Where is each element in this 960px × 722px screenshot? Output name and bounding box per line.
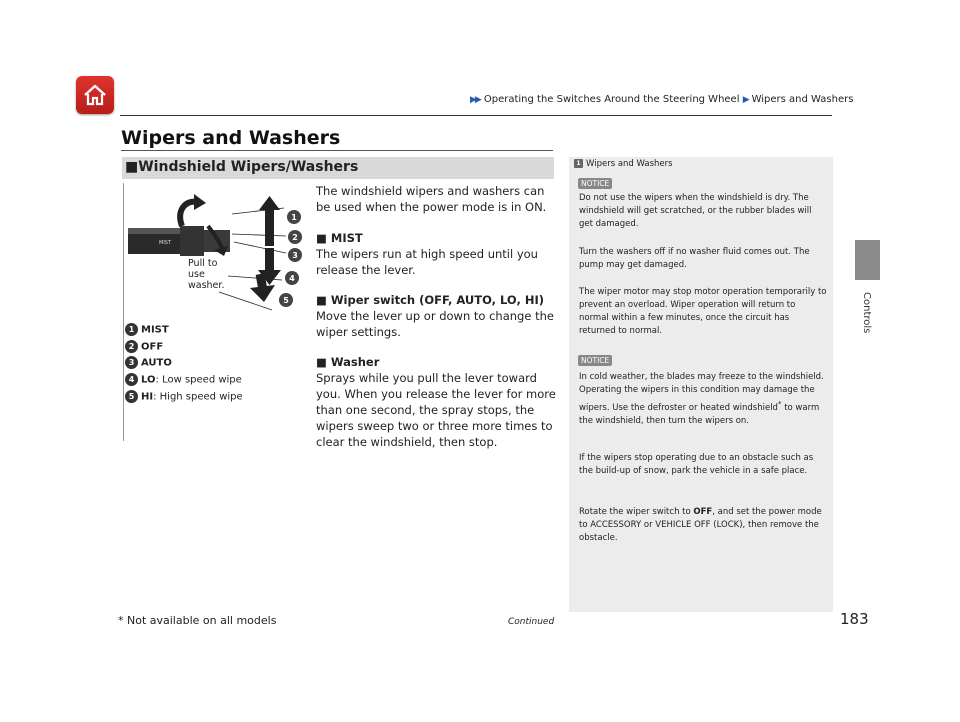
section-marker: ■ (125, 159, 139, 175)
legend-label: MIST (141, 324, 169, 336)
legend-item (125, 323, 169, 336)
notice-badge: NOTICE (578, 355, 612, 366)
legend-number: 3 (125, 356, 138, 369)
leader-line-2 (232, 234, 286, 236)
lever-highlight (128, 228, 180, 234)
legend-number: 1 (125, 323, 138, 336)
pull-label-line-2: use (188, 269, 205, 280)
page-title: Wipers and Washers (121, 127, 341, 149)
legend-item (125, 340, 163, 353)
legend-label: LO (141, 374, 156, 386)
notes-title (574, 159, 673, 169)
note-p4-bold: OFF (693, 507, 713, 517)
side-tab-label: Controls (861, 292, 872, 334)
mist-text: The wipers run at high speed until you release the lever. (316, 247, 538, 277)
home-button[interactable] (76, 76, 114, 114)
down-arrow-1-shaft (265, 248, 274, 272)
wiper-text: Move the lever up or down to change the wiper settings. (316, 309, 554, 339)
page-number: 183 (840, 610, 869, 628)
note-paragraph: If the wipers stop operating due to an obstacle such as the build-up of snow, park the vehicle in a safe place. (579, 453, 814, 476)
callout-2-label: 2 (292, 233, 298, 242)
legend-desc: : Low speed wipe (155, 374, 242, 386)
continued-label: Continued (508, 617, 555, 627)
legend-label: OFF (141, 341, 164, 353)
wiper-lever-diagram (124, 190, 314, 315)
header-divider (120, 115, 832, 116)
breadcrumb-item[interactable]: Operating the Switches Around the Steering Wheel (483, 94, 740, 105)
washer-section (316, 354, 556, 450)
callout-5-label: 5 (283, 296, 289, 305)
callout-3-label: 3 (292, 251, 298, 260)
pull-label-line-1: Pull to (188, 258, 218, 269)
breadcrumb (470, 94, 853, 105)
section-title (125, 159, 358, 175)
up-arrow-head (259, 196, 280, 210)
wiper-section (316, 292, 556, 340)
breadcrumb-arrow-icon: ▶ (742, 95, 748, 105)
wiper-heading: ■ Wiper switch (OFF, AUTO, LO, HI) (316, 293, 544, 307)
lever-knob (180, 226, 204, 256)
legend-number: 5 (125, 390, 138, 403)
notice-2-line-b (579, 384, 827, 428)
rotate-arrow (180, 202, 196, 226)
notes-title-text: Wipers and Washers (586, 159, 673, 169)
breadcrumb-arrow-icon: ▶▶ (470, 95, 480, 105)
notice-2-text-c: to warm the windshield, then turn the wipers on. (579, 402, 820, 426)
down-arrow-2-head (250, 285, 275, 302)
washer-heading: ■ Washer (316, 355, 380, 369)
mist-section (316, 230, 556, 278)
legend-item (125, 356, 172, 369)
leader-line-1 (232, 208, 284, 214)
up-arrow-shaft (265, 208, 274, 246)
note-paragraph: Turn the washers off if no washer fluid comes out. The pump may get damaged. (579, 247, 810, 270)
rotate-arrow-head (194, 194, 206, 210)
legend-number: 4 (125, 373, 138, 386)
note-paragraph: The wiper motor may stop motor operation temporarily to prevent an overload. Wiper operation will return to normal within a few minutes, once the circuit has returned to normal. (579, 287, 827, 336)
notice-2-line-a: In cold weather, the blades may freeze to the windshield. (579, 372, 824, 382)
title-divider (121, 150, 553, 151)
intro-paragraph: The windshield wipers and washers can be used when the power mode is in ON. (316, 184, 547, 214)
footnote-star: * (777, 399, 782, 408)
legend-label: AUTO (141, 357, 172, 369)
section-title-text: Windshield Wipers/Washers (138, 159, 359, 175)
legend-item (125, 373, 242, 386)
legend-number: 2 (125, 340, 138, 353)
callout-4-label: 4 (289, 274, 295, 283)
legend-label: HI (141, 391, 154, 403)
pull-label-line-3: washer. (188, 280, 225, 291)
home-icon (81, 81, 109, 109)
note-p4-a: Rotate the wiper switch to (579, 507, 694, 517)
leader-line-3 (234, 242, 286, 253)
notes-marker-icon: 1 (574, 159, 583, 168)
footnote: * Not available on all models (118, 614, 277, 627)
side-tab[interactable] (855, 240, 880, 280)
notice-2-text-b: Operating the wipers in this condition may damage the wipers. Use the defroster or heated windshield (579, 385, 815, 413)
legend-desc: : High speed wipe (153, 391, 243, 403)
note-paragraph (579, 506, 827, 545)
breadcrumb-item-current[interactable]: Wipers and Washers (751, 94, 854, 105)
legend-item (125, 390, 243, 403)
note-p4-b: , and set the power mode to ACCESSORY or VEHICLE OFF (LOCK), then remove the obstacle. (579, 507, 822, 543)
callout-1-label: 1 (291, 213, 297, 222)
washer-text: Sprays while you pull the lever toward you. When you release the lever for more than one second, the spray stops, the wipers sweep two or three more times to clear the windshield, then stop. (316, 371, 556, 449)
notice-1-text: Do not use the wipers when the windshield is dry. The windshield will get scratched, or the rubber blades will get damaged. (579, 193, 812, 229)
notice-badge: NOTICE (578, 178, 612, 189)
stalk-text: MIST (159, 240, 172, 246)
notice-2-text (579, 371, 827, 428)
mist-heading: ■ MIST (316, 231, 363, 245)
